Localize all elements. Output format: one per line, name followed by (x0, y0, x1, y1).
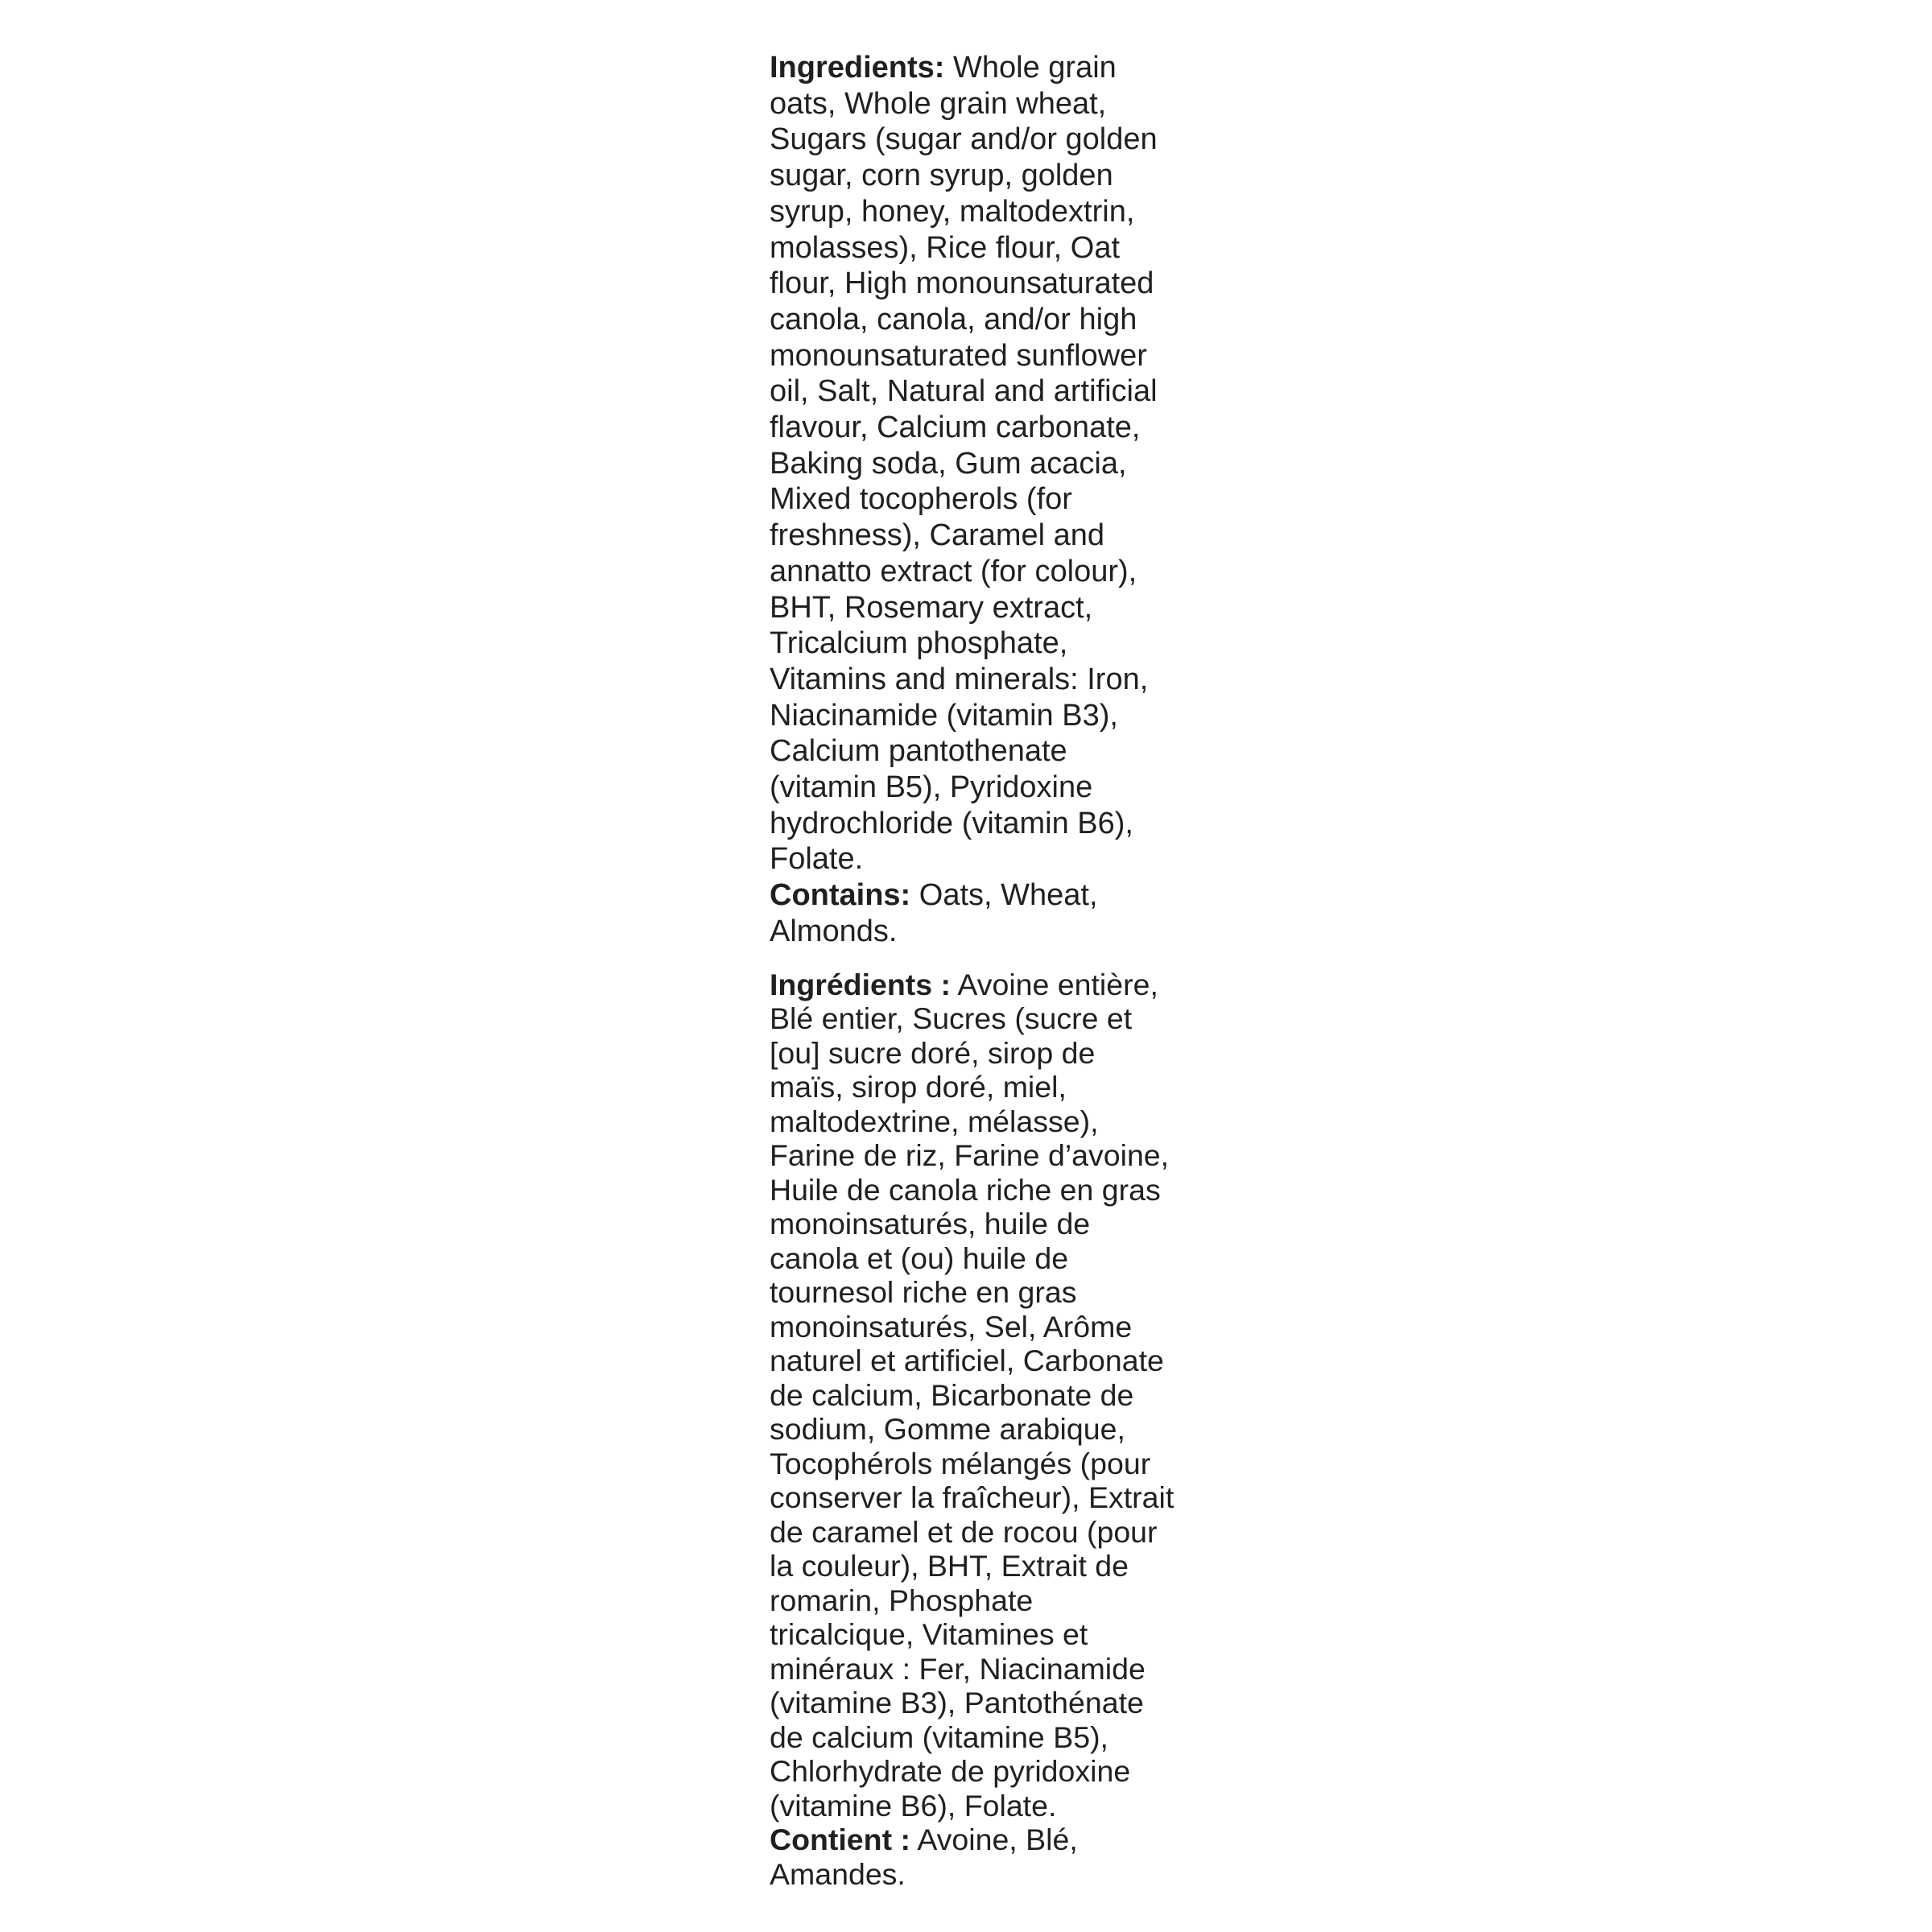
french-ingredients-block (770, 968, 1204, 1892)
ingredients-line: BHT, Rosemary extract, (770, 590, 1093, 625)
contains-line (770, 1823, 1204, 1857)
ingredients-line: Niacinamide (vitamin B3), (770, 698, 1118, 733)
contains-line: Almonds. (770, 914, 898, 948)
ingredients-line: minéraux : Fer, Niacinamide (770, 1651, 1146, 1686)
ingredients-line: Folate. (770, 842, 864, 877)
ingredients-line: sugar, corn syrup, golden (770, 159, 1113, 193)
ingredients-line (770, 50, 1204, 86)
ingredients-text: Whole grain (944, 51, 1117, 85)
english-contains-heading: Contains: (770, 878, 911, 913)
ingredients-line: naturel et artificiel, Carbonate (770, 1344, 1164, 1378)
ingredients-line: Blé entier, Sucres (sucre et (770, 1001, 1133, 1036)
ingredients-line: Farine de riz, Farine d’avoine, (770, 1138, 1170, 1173)
french-ingredients-heading: Ingrédients : (770, 967, 952, 1001)
ingredients-line: sodium, Gomme arabique, (770, 1412, 1125, 1447)
ingredients-line: (vitamin B5), Pyridoxine (770, 770, 1093, 805)
ingredients-line: Huile de canola riche en gras (770, 1172, 1161, 1207)
english-ingredients-block (770, 50, 1204, 950)
ingredients-line: Vitamins and minerals: Iron, (770, 662, 1149, 696)
ingredients-line: monoinsaturés, Sel, Arôme (770, 1309, 1133, 1344)
ingredients-line: Chlorhydrate de pyridoxine (770, 1754, 1131, 1789)
english-ingredients-heading: Ingredients: (770, 51, 945, 85)
contains-line: Amandes. (770, 1856, 906, 1891)
ingredients-line (770, 968, 1204, 1002)
ingredients-line: de calcium, Bicarbonate de (770, 1377, 1134, 1412)
ingredients-line: molasses), Rice flour, Oat (770, 230, 1121, 265)
ingredients-line: Tricalcium phosphate, (770, 626, 1068, 661)
contains-text: Avoine, Blé, (910, 1823, 1078, 1857)
ingredients-line: hydrochloride (vitamin B6), (770, 806, 1133, 840)
ingredients-line: monoinsaturés, huile de (770, 1207, 1091, 1241)
ingredients-line: la couleur), BHT, Extrait de (770, 1549, 1129, 1583)
ingredients-line: (vitamine B6), Folate. (770, 1788, 1057, 1823)
ingredients-line: maltodextrine, mélasse), (770, 1104, 1099, 1138)
ingredients-line: flavour, Calcium carbonate, (770, 411, 1141, 445)
ingredients-line: conserver la fraîcheur), Extrait (770, 1480, 1174, 1515)
contains-line (770, 877, 1204, 914)
ingredients-line: Tocophérols mélangés (pour (770, 1446, 1151, 1480)
ingredients-line: canola et (ou) huile de (770, 1241, 1069, 1275)
ingredients-line: flour, High monounsaturated (770, 266, 1154, 301)
ingredients-line: canola, canola, and/or high (770, 302, 1137, 336)
ingredients-line: (vitamine B3), Pantothénate (770, 1686, 1144, 1720)
ingredients-line: tournesol riche en gras (770, 1275, 1077, 1310)
ingredients-line: maïs, sirop doré, miel, (770, 1070, 1067, 1104)
ingredients-line: oil, Salt, Natural and artificial (770, 374, 1158, 409)
ingredients-line: syrup, honey, maltodextrin, (770, 194, 1135, 229)
ingredients-line: [ou] sucre doré, sirop de (770, 1035, 1096, 1070)
french-contains-heading: Contient : (770, 1823, 910, 1857)
ingredients-line: de calcium (vitamine B5), (770, 1719, 1108, 1754)
ingredients-line: de caramel et de rocou (pour (770, 1514, 1158, 1549)
ingredients-line: oats, Whole grain wheat, (770, 86, 1107, 121)
ingredients-line: Calcium pantothenate (770, 734, 1067, 769)
ingredients-line: freshness), Caramel and (770, 518, 1105, 553)
ingredients-text: Avoine entière, (951, 967, 1158, 1001)
ingredients-line: Sugars (sugar and/or golden (770, 122, 1158, 157)
ingredient-label-panel (770, 50, 1204, 1891)
contains-text: Oats, Wheat, (910, 878, 1098, 913)
ingredients-line: Mixed tocopherols (for (770, 482, 1072, 517)
ingredients-line: annatto extract (for colour), (770, 554, 1137, 588)
ingredients-line: tricalcique, Vitamines et (770, 1617, 1088, 1652)
ingredients-line: Baking soda, Gum acacia, (770, 446, 1127, 481)
ingredients-line: monounsaturated sunflower (770, 338, 1147, 373)
ingredients-line: romarin, Phosphate (770, 1583, 1034, 1617)
